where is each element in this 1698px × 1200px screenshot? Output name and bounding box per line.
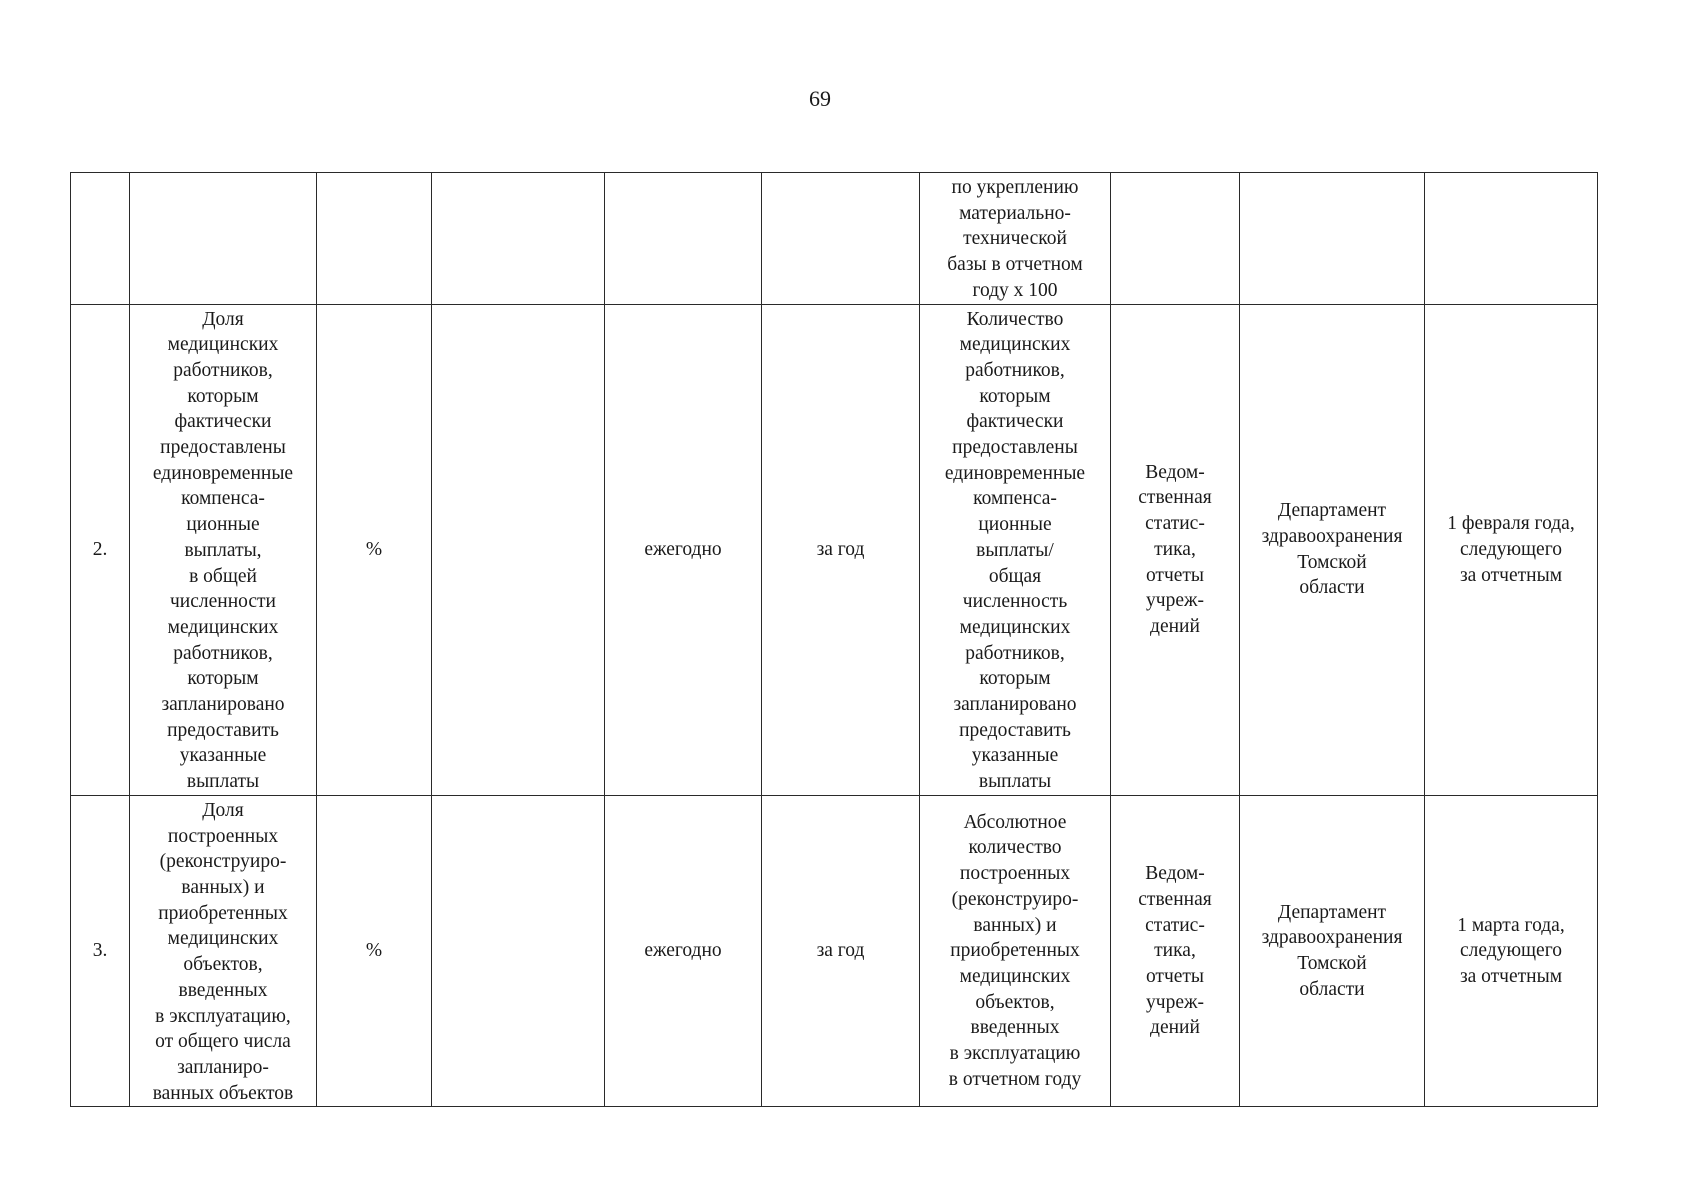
table-row (71, 173, 1598, 305)
data-source-cell (1111, 173, 1240, 305)
periodicity-cell (605, 173, 762, 305)
deadline-cell: 1 марта года, следующего за отчетным (1425, 795, 1598, 1106)
unit-cell: % (317, 304, 432, 795)
row-number-cell: 2. (71, 304, 130, 795)
table-row (71, 795, 1598, 1106)
empty-cell (432, 304, 605, 795)
indicator-name-cell (130, 173, 317, 305)
unit-cell (317, 173, 432, 305)
indicator-name-cell: Доля медицинских работников, которым фактически предоставлены единовременные компенса- ционные выплаты, в общей численности медицинских работников, которым запланировано предоставить указанные выплаты (130, 304, 317, 795)
data-source-cell: Ведом- ственная статис- тика, отчеты учреж- дений (1111, 795, 1240, 1106)
calculation-method-cell: Количество медицинских работников, которым фактически предоставлены единовременные компенса- ционные выплаты/ общая численность медицинских работников, которым запланировано предоставить указанные выплаты (920, 304, 1111, 795)
empty-cell (432, 795, 605, 1106)
table-row (71, 304, 1598, 795)
periodicity-cell: ежегодно (605, 304, 762, 795)
period-cell: за год (762, 795, 920, 1106)
responsible-cell: Департамент здравоохранения Томской области (1240, 795, 1425, 1106)
calculation-method-cell: по укреплению материально- технической базы в отчетном году х 100 (920, 173, 1111, 305)
periodicity-cell: ежегодно (605, 795, 762, 1106)
row-number-cell (71, 173, 130, 305)
responsible-cell (1240, 173, 1425, 305)
data-source-cell: Ведом- ственная статис- тика, отчеты учреж- дений (1111, 304, 1240, 795)
deadline-cell: 1 февраля года, следующего за отчетным (1425, 304, 1598, 795)
indicators-table (70, 172, 1598, 1107)
period-cell (762, 173, 920, 305)
row-number-cell: 3. (71, 795, 130, 1106)
empty-cell (432, 173, 605, 305)
period-cell: за год (762, 304, 920, 795)
unit-cell: % (317, 795, 432, 1106)
page-number: 69 (809, 86, 831, 111)
calculation-method-cell: Абсолютное количество построенных (реконструиро- ванных) и приобретенных медицинских объектов, введенных в эксплуатацию в отчетном году (920, 795, 1111, 1106)
responsible-cell: Департамент здравоохранения Томской области (1240, 304, 1425, 795)
indicator-name-cell: Доля построенных (реконструиро- ванных) и приобретенных медицинских объектов, введенных в эксплуатацию, от общего числа запланиро- ванных объектов (130, 795, 317, 1106)
deadline-cell (1425, 173, 1598, 305)
